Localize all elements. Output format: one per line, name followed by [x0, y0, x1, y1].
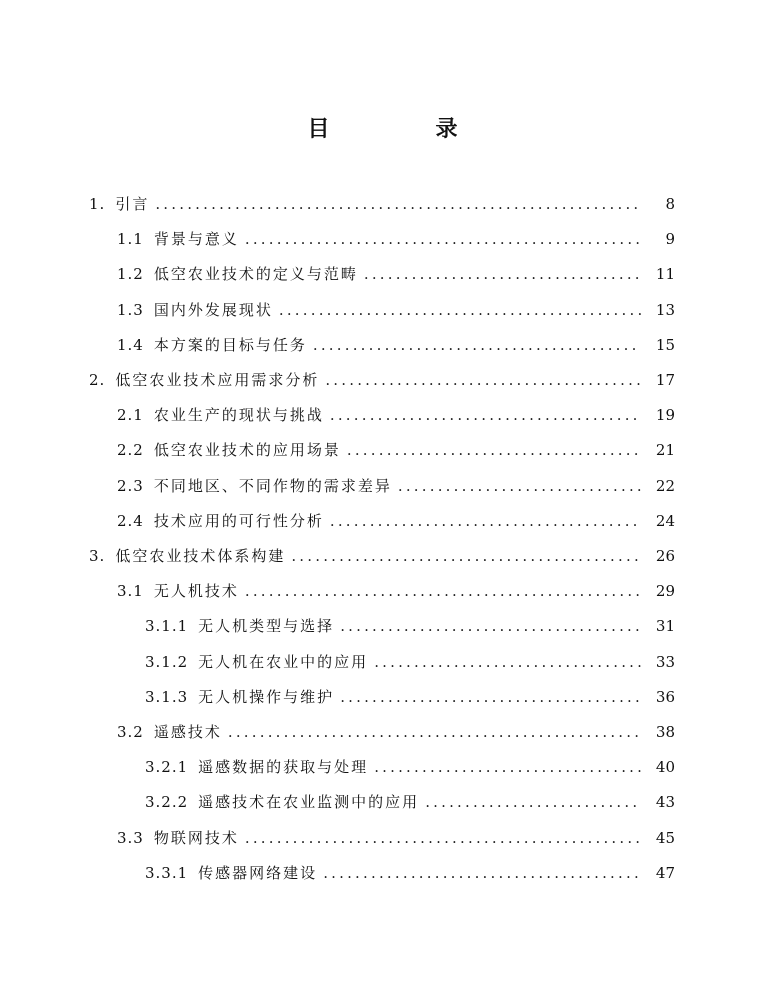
toc-entry[interactable]: [0, 404, 765, 426]
toc-entry-number: 3.3.1: [145, 863, 189, 882]
toc-entry-label: 传感器网络建设: [198, 863, 318, 882]
toc-entry-number: 3.1: [117, 582, 144, 601]
toc-entry-label: 无人机类型与选择: [198, 617, 335, 636]
toc-entry[interactable]: [0, 510, 765, 532]
toc-dot-leader: [330, 406, 641, 424]
toc-entry-page-number: 38: [655, 723, 675, 741]
toc-entry[interactable]: [0, 228, 765, 250]
toc-entry-number: 2.3: [117, 476, 144, 495]
toc-entry[interactable]: [0, 721, 765, 743]
toc-entry-label: 低空农业技术的应用场景: [153, 441, 341, 460]
toc-entry[interactable]: [0, 791, 765, 813]
toc-dot-leader: [245, 829, 641, 847]
toc-entry-number: 2.: [89, 371, 106, 389]
toc-entry-number: 1.1: [117, 230, 144, 249]
toc-entry-label: 不同地区、不同作物的需求差异: [153, 476, 392, 495]
toc-dot-leader: [425, 793, 641, 811]
toc-entry-page-number: 19: [655, 406, 675, 425]
toc-entry-label: 无人机操作与维护: [198, 687, 335, 706]
toc-entry-page-number: 43: [655, 793, 675, 812]
toc-dot-leader: [245, 582, 641, 600]
toc-entry[interactable]: [0, 439, 765, 461]
toc-entry[interactable]: [0, 193, 765, 215]
toc-dot-leader: [398, 477, 641, 495]
toc-entry-page-number: 45: [655, 828, 675, 847]
toc-dot-leader: [374, 653, 641, 671]
toc-entry-number: 1.: [89, 195, 106, 213]
toc-entry-label: 低空农业技术体系构建: [115, 547, 286, 565]
toc-entry-number: 2.4: [117, 511, 144, 530]
toc-entry-label: 低空农业技术的定义与范畴: [153, 265, 358, 284]
toc-entry-page-number: 8: [665, 195, 675, 213]
toc-entry-label: 无人机在农业中的应用: [198, 652, 369, 671]
toc-entry-page-number: 15: [655, 335, 675, 354]
toc-dot-leader: [323, 864, 641, 882]
toc-entry-number: 3.2.2: [145, 793, 189, 812]
toc-dot-leader: [340, 617, 641, 635]
toc-dot-leader: [330, 512, 641, 530]
toc-dot-leader: [347, 441, 641, 459]
toc-entry[interactable]: [0, 263, 765, 285]
toc-entry[interactable]: [0, 615, 765, 637]
toc-entry-number: 3.: [89, 547, 106, 565]
toc-entry-label: 引言: [115, 195, 150, 213]
page-title: 目 录: [307, 117, 500, 142]
toc-entry[interactable]: [0, 475, 765, 497]
toc-entry-page-number: 11: [655, 265, 675, 284]
toc-entry-page-number: 9: [665, 230, 675, 249]
toc-entry-label: 农业生产的现状与挑战: [153, 406, 324, 425]
toc-entry-number: 3.2.1: [145, 758, 189, 777]
toc-entry[interactable]: [0, 686, 765, 708]
toc-entry-page-number: 13: [655, 300, 675, 319]
toc-entry-page-number: 21: [655, 441, 675, 460]
toc-entry-page-number: 26: [655, 547, 675, 565]
toc-dot-leader: [340, 688, 641, 706]
toc-entry-page-number: 36: [655, 687, 675, 706]
toc-dot-leader: [155, 195, 641, 213]
toc-entry-number: 2.1: [117, 406, 144, 425]
toc-entry-number: 3.1.1: [145, 617, 189, 636]
toc-entry-label: 本方案的目标与任务: [153, 335, 307, 354]
toc-entry-number: 1.2: [117, 265, 144, 284]
toc-dot-leader: [364, 265, 641, 283]
toc-entry-label: 无人机技术: [153, 582, 239, 601]
toc-entry[interactable]: [0, 334, 765, 356]
toc-entry-page-number: 22: [655, 476, 675, 495]
toc-entry-label: 物联网技术: [153, 828, 239, 847]
toc-entry-label: 背景与意义: [153, 230, 239, 249]
toc-entry-number: 3.3: [117, 828, 144, 847]
toc-entry[interactable]: [0, 299, 765, 321]
toc-entry-page-number: 29: [655, 582, 675, 601]
toc-dot-leader: [245, 230, 641, 248]
toc-entry-page-number: 31: [655, 617, 675, 636]
toc-entry-page-number: 47: [655, 863, 675, 882]
toc-dot-leader: [325, 371, 641, 389]
toc-entry-page-number: 17: [655, 371, 675, 389]
toc-entry[interactable]: [0, 827, 765, 849]
toc-entry[interactable]: [0, 545, 765, 567]
toc-entry-label: 技术应用的可行性分析: [153, 511, 324, 530]
toc-entry[interactable]: [0, 369, 765, 391]
toc-dot-leader: [374, 758, 641, 776]
toc-dot-leader: [228, 723, 641, 741]
toc-dot-leader: [313, 336, 641, 354]
toc-entry-number: 3.1.2: [145, 652, 189, 671]
toc-entry-page-number: 24: [655, 511, 675, 530]
toc-entry-label: 国内外发展现状: [153, 300, 273, 319]
toc-entry-label: 遥感数据的获取与处理: [198, 758, 369, 777]
toc-entry[interactable]: [0, 651, 765, 673]
toc-entry-label: 遥感技术: [153, 723, 222, 741]
toc-entry-number: 3.2: [117, 723, 144, 741]
toc-entry-label: 低空农业技术应用需求分析: [115, 371, 320, 389]
toc-entry[interactable]: [0, 862, 765, 884]
toc-entry[interactable]: [0, 756, 765, 778]
toc-entry[interactable]: [0, 580, 765, 602]
toc-entry-number: 3.1.3: [145, 687, 189, 706]
toc-entry-number: 1.4: [117, 335, 144, 354]
toc-entry-page-number: 33: [655, 652, 675, 671]
toc-entry-label: 遥感技术在农业监测中的应用: [198, 793, 420, 812]
toc-entry-number: 2.2: [117, 441, 144, 460]
toc-dot-leader: [291, 547, 641, 565]
toc-dot-leader: [279, 301, 641, 319]
toc-entry-page-number: 40: [655, 758, 675, 777]
toc-entry-number: 1.3: [117, 300, 144, 319]
